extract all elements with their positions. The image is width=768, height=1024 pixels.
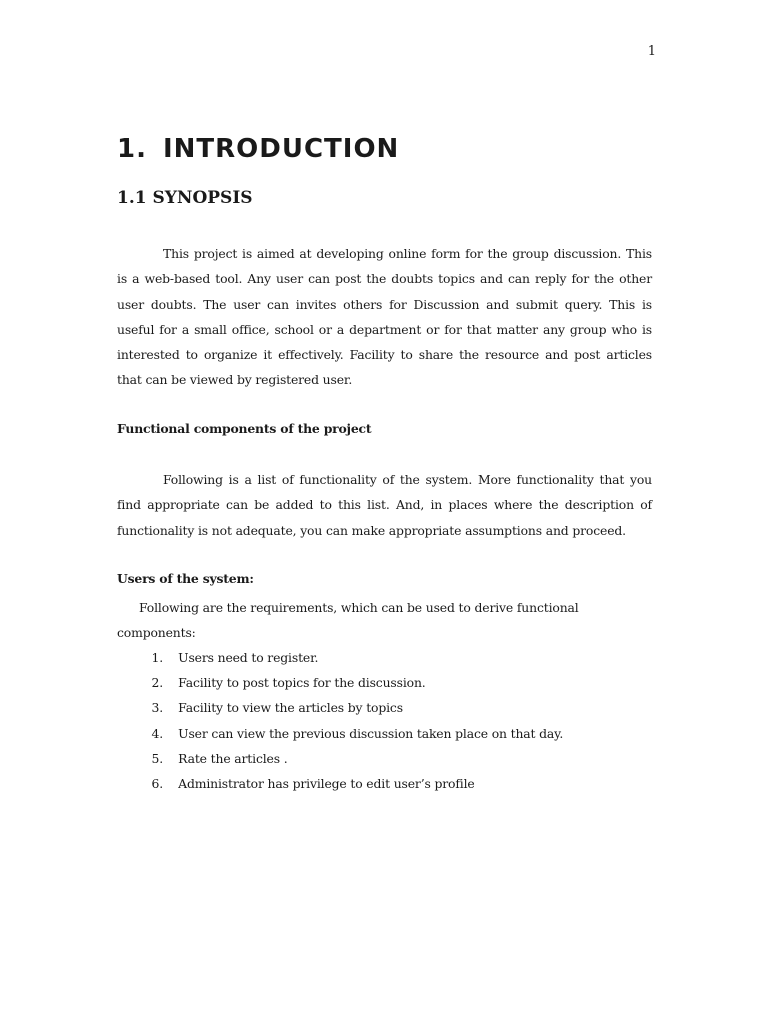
list-item-number: 4. xyxy=(151,725,163,741)
requirements-intro: Following are the requirements, which can be used to derive functional components: xyxy=(117,600,579,641)
synopsis-text: This project is aimed at developing online form for the group discussion. This is a web-based tool. Any user can post the doubts topics and can reply for the other user doubts. The user can invites others for Discussion and submit query. This is useful for a small office, school or a department or for that matter any group who is interested to organize it effectively. Facility to share the resource and post articles that can be viewed by registered user. xyxy=(117,246,652,388)
list-item xyxy=(117,695,563,720)
section-title: 1.1 SYNOPSIS xyxy=(117,188,253,208)
list-item-number: 3. xyxy=(151,700,163,716)
list-item xyxy=(117,746,563,771)
list-item-label: Facility to post topics for the discussion. xyxy=(178,675,426,691)
functional-components-paragraph xyxy=(117,467,652,543)
list-item-label: User can view the previous discussion taken place on that day. xyxy=(178,725,564,741)
list-item-number: 6. xyxy=(151,776,163,792)
list-item-label: Rate the articles . xyxy=(178,750,288,766)
chapter-number: 1. xyxy=(117,134,147,164)
list-item-text xyxy=(163,670,426,695)
list-item-label: Facility to view the articles by topics xyxy=(178,700,403,716)
list-item xyxy=(117,670,563,695)
requirements-list xyxy=(117,645,563,796)
functional-components-heading: Functional components of the project xyxy=(117,421,372,436)
list-item-text xyxy=(163,746,288,771)
list-item-text xyxy=(163,645,318,670)
users-of-system-heading: Users of the system: xyxy=(117,571,254,586)
page-number: 1 xyxy=(647,44,656,59)
list-item-text xyxy=(163,721,563,746)
list-item-text xyxy=(163,695,403,720)
list-item-label: Administrator has privilege to edit user’s profile xyxy=(178,776,475,792)
synopsis-paragraph xyxy=(117,241,652,393)
list-item-text xyxy=(163,771,475,796)
list-item-number: 5. xyxy=(151,750,163,766)
list-item xyxy=(117,721,563,746)
chapter-title-text: INTRODUCTION xyxy=(162,134,400,164)
chapter-title xyxy=(117,134,399,164)
list-item xyxy=(117,771,563,796)
list-item-label: Users need to register. xyxy=(178,650,319,665)
list-item xyxy=(117,645,563,670)
list-item-number: 1. xyxy=(151,650,163,665)
list-item-number: 2. xyxy=(151,675,163,691)
functional-components-text: Following is a list of functionality of the system. More functionality that you find appropriate can be added to this list. And, in places where the description of functionality is not adequate, you can make appropriate assumptions and proceed. xyxy=(117,472,652,538)
